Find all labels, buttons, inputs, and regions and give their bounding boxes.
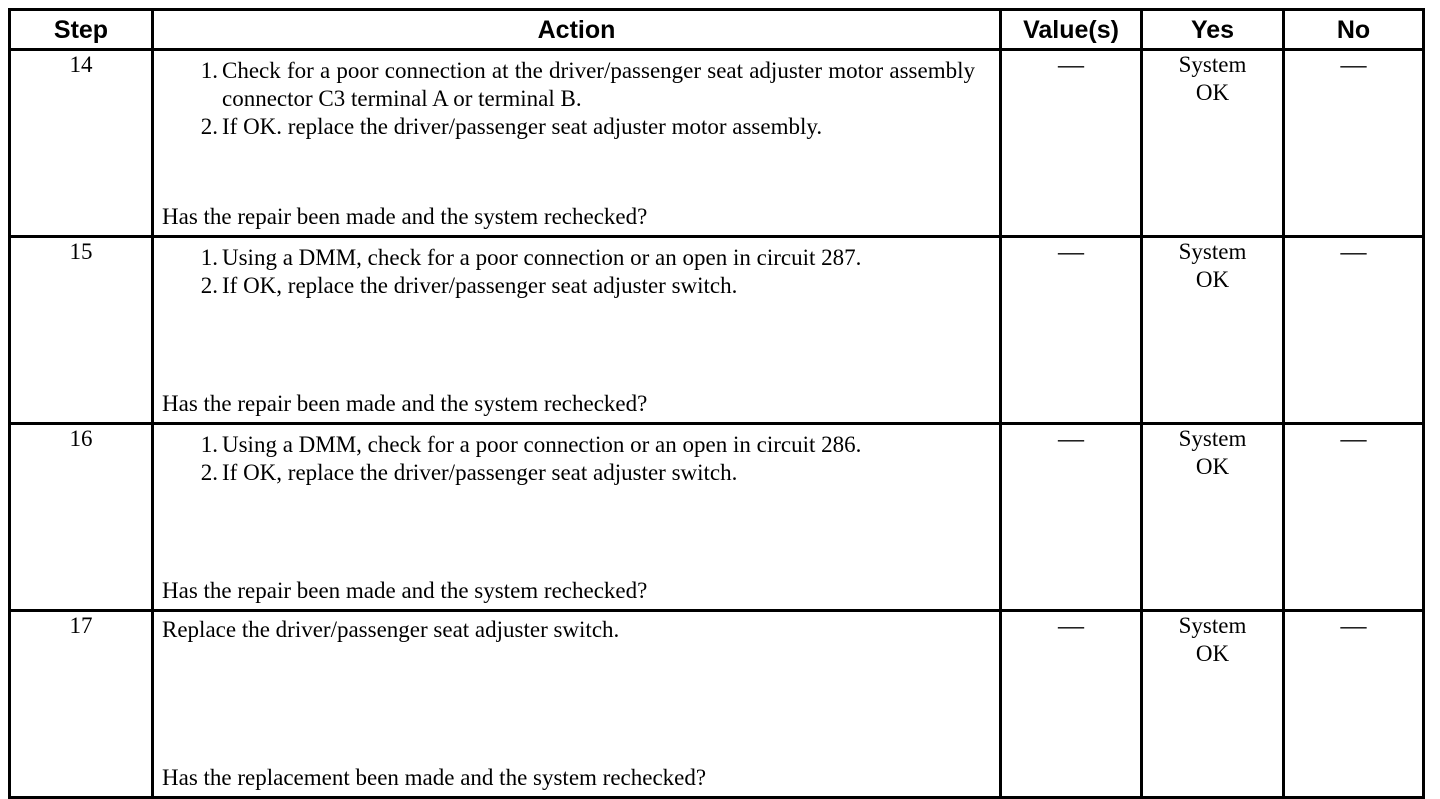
yes-text-line-2: OK xyxy=(1195,454,1230,479)
action-steps-list xyxy=(154,431,975,487)
yes-cell xyxy=(1142,237,1284,424)
action-step-text: If OK, replace the driver/passenger seat adjuster switch. xyxy=(222,273,738,298)
no-cell: — xyxy=(1284,424,1424,611)
action-cell xyxy=(153,611,1001,798)
action-cell xyxy=(153,237,1001,424)
step-number: 14 xyxy=(10,50,153,237)
yes-cell xyxy=(1142,50,1284,237)
action-question: Has the repair been made and the system rechecked? xyxy=(162,391,648,416)
header-values: Value(s) xyxy=(1001,10,1142,50)
yes-cell xyxy=(1142,611,1284,798)
table-row-step-17 xyxy=(10,611,1424,798)
action-step-number: 2. xyxy=(200,460,218,485)
table-row-step-15 xyxy=(10,237,1424,424)
yes-text-line-1: System xyxy=(1178,52,1247,77)
action-step-number: 1. xyxy=(200,432,218,457)
value-cell: — xyxy=(1001,50,1142,237)
action-step-text: If OK, replace the driver/passenger seat adjuster switch. xyxy=(222,460,738,485)
action-steps-list xyxy=(154,57,975,141)
step-number: 15 xyxy=(10,237,153,424)
header-no: No xyxy=(1284,10,1424,50)
no-cell: — xyxy=(1284,50,1424,237)
action-cell xyxy=(153,50,1001,237)
no-cell: — xyxy=(1284,237,1424,424)
action-step xyxy=(154,57,975,113)
yes-cell xyxy=(1142,424,1284,611)
action-step xyxy=(154,113,975,141)
header-row xyxy=(10,10,1424,50)
yes-text-line-2: OK xyxy=(1195,641,1230,666)
header-action: Action xyxy=(153,10,1001,50)
no-cell: — xyxy=(1284,611,1424,798)
value-cell: — xyxy=(1001,424,1142,611)
action-step-text: If OK. replace the driver/passenger seat adjuster motor assembly. xyxy=(222,114,823,139)
table-row-step-14 xyxy=(10,50,1424,237)
diagnostic-table xyxy=(8,8,1425,799)
action-step-number: 2. xyxy=(200,273,218,298)
value-cell: — xyxy=(1001,237,1142,424)
action-step xyxy=(154,244,975,272)
yes-text-line-2: OK xyxy=(1195,267,1230,292)
document-page xyxy=(8,8,1425,799)
action-steps-list xyxy=(154,244,975,300)
step-number: 16 xyxy=(10,424,153,611)
header-yes: Yes xyxy=(1142,10,1284,50)
action-cell xyxy=(153,424,1001,611)
table-row-step-16 xyxy=(10,424,1424,611)
action-step-text: Using a DMM, check for a poor connection or an open in circuit 287. xyxy=(222,245,862,270)
step-number: 17 xyxy=(10,611,153,798)
yes-text-line-1: System xyxy=(1178,613,1247,638)
action-step-number: 1. xyxy=(200,58,218,83)
header-step: Step xyxy=(10,10,153,50)
value-cell: — xyxy=(1001,611,1142,798)
action-step xyxy=(154,459,975,487)
yes-text-line-1: System xyxy=(1178,239,1247,264)
action-step-text: Using a DMM, check for a poor connection or an open in circuit 286. xyxy=(222,432,862,457)
action-step xyxy=(154,272,975,300)
action-question: Has the repair been made and the system rechecked? xyxy=(162,578,648,603)
action-step-number: 2. xyxy=(200,114,218,139)
action-text: Replace the driver/passenger seat adjuster switch. xyxy=(162,617,620,642)
action-question: Has the repair been made and the system rechecked? xyxy=(162,204,648,229)
action-question: Has the replacement been made and the system rechecked? xyxy=(162,765,707,790)
yes-text-line-2: OK xyxy=(1195,80,1230,105)
action-step-number: 1. xyxy=(200,245,218,270)
action-step xyxy=(154,431,975,459)
yes-text-line-1: System xyxy=(1178,426,1247,451)
action-step-text: Check for a poor connection at the driver/passenger seat adjuster motor assembly connector C3 terminal A or terminal B. xyxy=(222,58,975,111)
